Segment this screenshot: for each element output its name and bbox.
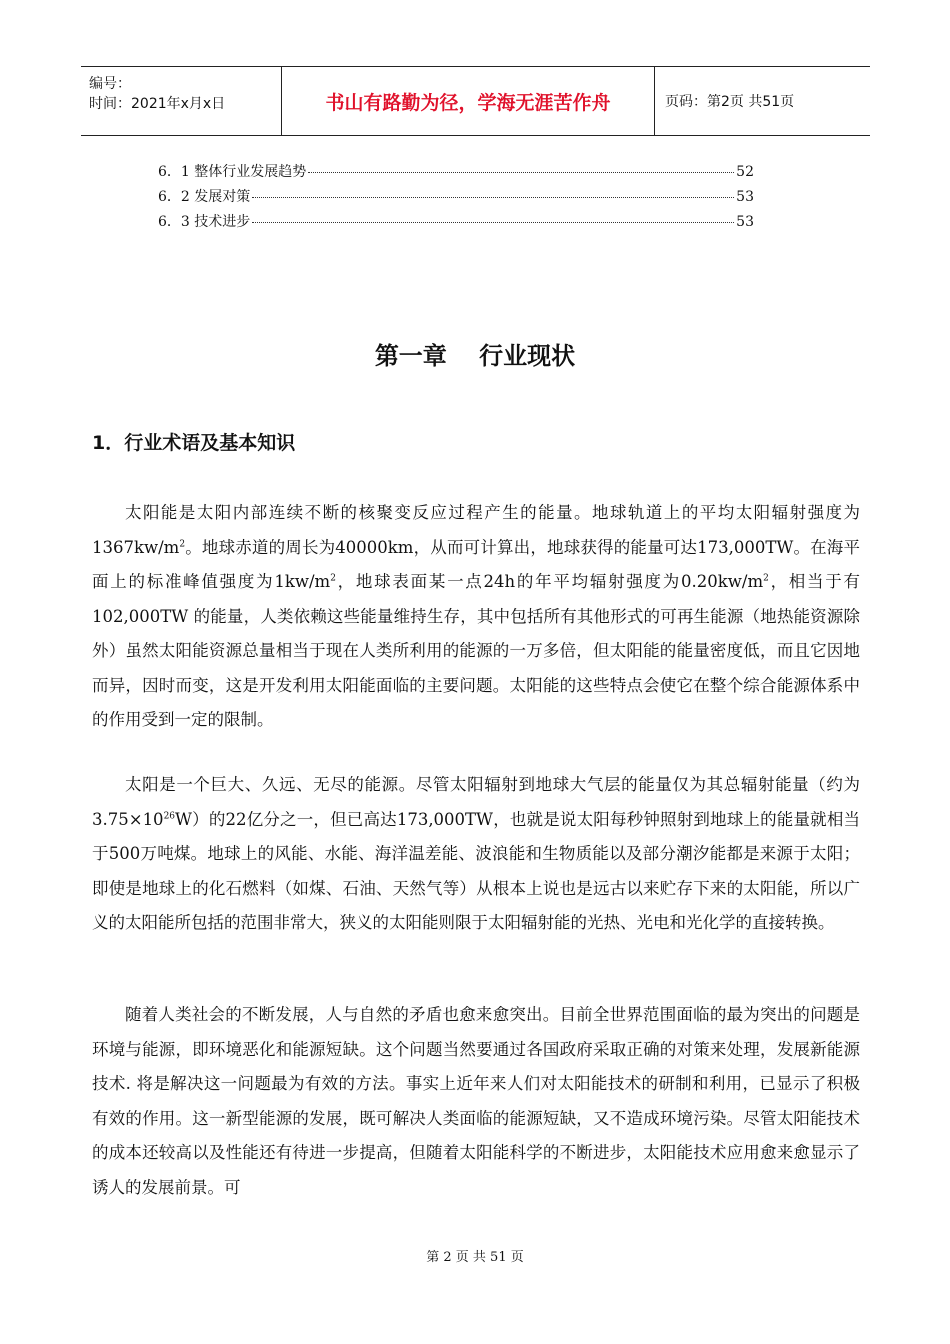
p2-superscript-1: 26 <box>163 811 176 821</box>
p2-text-b: W）的22亿分之一，但已高达173,000TW，也就是说太阳每秒钟照射到地球上的能量就相当于500万吨煤。地球上的风能、水能、海洋温差能、波浪能和生物质能以及部分潮汐能都是来源于太阳；即使是地球上的化石燃料（如煤、石油、天然气等）从根本上说也是远古以来贮存下来的太阳能，所以广义的太阳能所包括的范围非常大，狭义的太阳能则限于太阳辐射能的光热、光电和光化学的直接转换。 <box>92 809 860 932</box>
p1-text-d: ，相当于有102,000TW 的能量，人类依赖这些能量维持生存，其中包括所有其他形式的可再生能源（地热能资源除外）虽然太阳能资源总量相当于现在人类所利用的能源的一万多倍，但太阳能的能量密度低，而且它因地而异，因时而变，这是开发利用太阳能面临的主要问题。太阳能的这些特点会使它在整个综合能源体系中的作用受到一定的限制。 <box>92 572 861 729</box>
toc-entry[interactable] <box>158 211 754 231</box>
p1-superscript-1: 2 <box>179 539 186 549</box>
toc-leader-dots <box>252 222 734 223</box>
chapter-title: 第一章 行业现状 <box>374 342 576 370</box>
toc-entry-page: 53 <box>736 189 754 205</box>
page-footer: 第 2 页 共 51 页 <box>426 1250 524 1265</box>
body-paragraph-1 <box>92 496 860 738</box>
header-number-label: 编号： <box>89 76 131 92</box>
toc-entry[interactable] <box>158 161 754 181</box>
header-motto: 书山有路勤为径，学海无涯苦作舟 <box>281 67 655 135</box>
toc-entry[interactable] <box>158 186 754 206</box>
p1-text-c: ，地球表面某一点24h的年平均辐射强度为0.20kw/m <box>335 572 764 591</box>
section-title: 1．行业术语及基本知识 <box>92 432 296 454</box>
header-time-label: 时间：2021年x月x日 <box>89 96 226 112</box>
body-paragraph-2 <box>92 768 860 941</box>
p1-superscript-3: 2 <box>763 573 769 584</box>
p1-text-b: 。地球赤道的周长为40000km，从而可计算出，地球获得的能量可达173,000TW。在海平面上的标准峰值强度为1kw/m <box>92 537 860 591</box>
p1-text-a: 太阳能是太阳内部连续不断的核聚变反应过程产生的能量。地球轨道上的平均太阳辐射强度为1367kw/m <box>92 503 860 557</box>
header-page-info: 页码：第2页 共51页 <box>665 94 795 110</box>
toc-leader-dots <box>308 172 734 173</box>
toc-leader-dots <box>252 197 734 198</box>
toc-entry-title: 6．1 整体行业发展趋势 <box>158 164 307 180</box>
toc-entry-page: 53 <box>736 214 754 230</box>
p2-text-a: 太阳是一个巨大、久远、无尽的能源。尽管太阳辐射到地球大气层的能量仅为其总辐射能量（约为3.75×10 <box>92 775 860 829</box>
toc-entry-page: 52 <box>736 164 754 180</box>
toc-entry-title: 6．3 技术进步 <box>158 214 251 230</box>
body-paragraph-3: 随着人类社会的不断发展，人与自然的矛盾也愈来愈突出。目前全世界范围面临的最为突出的问题是环境与能源，即环境恶化和能源短缺。这个问题当然要通过各国政府采取正确的对策来处理，发展新能源技术. 将是解决这一问题最为有效的方法。事实上近年来人们对太阳能技术的研制和利用，已显示了积极有效的作用。这一新型能源的发展，既可解决人类面临的能源短缺，又不造成环境污染。尽管太阳能技术的成本还较高以及性能还有待进一步提高，但随着太阳能科学的不断进步，太阳能技术应用愈来愈显示了诱人的发展前景。可 <box>92 1005 860 1197</box>
header-meta <box>81 67 281 135</box>
toc-entry-title: 6．2 发展对策 <box>158 189 251 205</box>
p1-superscript-2: 2 <box>330 573 336 584</box>
page-header <box>81 66 870 136</box>
